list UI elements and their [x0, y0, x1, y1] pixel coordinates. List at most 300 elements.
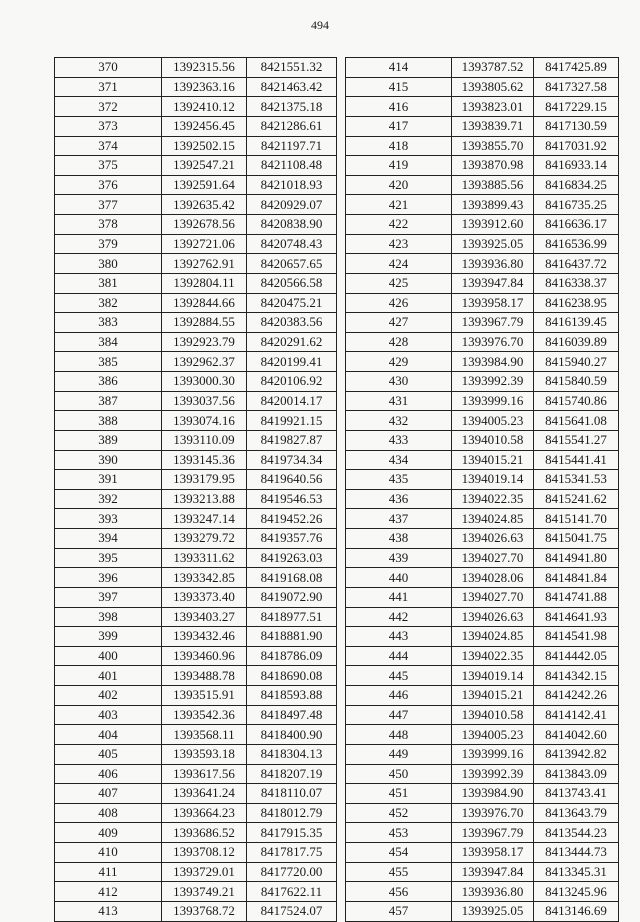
table-row: [346, 58, 619, 78]
y-coordinate-cell: 8420014.17: [247, 391, 337, 411]
x-coordinate-cell: 1392721.06: [162, 234, 247, 254]
y-coordinate-cell: 8420838.90: [247, 215, 337, 235]
point-number-cell: 420: [346, 175, 452, 195]
point-number-cell: 394: [55, 529, 162, 549]
point-number-cell: 389: [55, 430, 162, 450]
y-coordinate-cell: 8421286.61: [247, 116, 337, 136]
table-row: [346, 195, 619, 215]
point-number-cell: 426: [346, 293, 452, 313]
x-coordinate-cell: 1394019.14: [452, 470, 534, 490]
table-row: [55, 901, 337, 921]
table-row: [346, 175, 619, 195]
y-coordinate-cell: 8416933.14: [534, 156, 619, 176]
y-coordinate-cell: 8414641.93: [534, 607, 619, 627]
point-number-cell: 425: [346, 273, 452, 293]
point-number-cell: 391: [55, 470, 162, 490]
table-row: [346, 489, 619, 509]
point-number-cell: 423: [346, 234, 452, 254]
point-number-cell: 407: [55, 784, 162, 804]
point-number-cell: 430: [346, 372, 452, 392]
y-coordinate-cell: 8415441.41: [534, 450, 619, 470]
x-coordinate-cell: 1394019.14: [452, 666, 534, 686]
point-number-cell: 453: [346, 823, 452, 843]
point-number-cell: 401: [55, 666, 162, 686]
x-coordinate-cell: 1392547.21: [162, 156, 247, 176]
table-row: [346, 273, 619, 293]
point-number-cell: 398: [55, 607, 162, 627]
x-coordinate-cell: 1394027.70: [452, 587, 534, 607]
y-coordinate-cell: 8420383.56: [247, 313, 337, 333]
x-coordinate-cell: 1394022.35: [452, 489, 534, 509]
point-number-cell: 370: [55, 58, 162, 78]
point-number-cell: 382: [55, 293, 162, 313]
y-coordinate-cell: 8418593.88: [247, 686, 337, 706]
y-coordinate-cell: 8413444.73: [534, 843, 619, 863]
y-coordinate-cell: 8413544.23: [534, 823, 619, 843]
x-coordinate-cell: 1392678.56: [162, 215, 247, 235]
point-number-cell: 374: [55, 136, 162, 156]
point-number-cell: 454: [346, 843, 452, 863]
table-row: [55, 509, 337, 529]
x-coordinate-cell: 1394022.35: [452, 646, 534, 666]
point-number-cell: 404: [55, 725, 162, 745]
y-coordinate-cell: 8420657.65: [247, 254, 337, 274]
table-row: [55, 548, 337, 568]
table-row: [346, 509, 619, 529]
x-coordinate-cell: 1393179.95: [162, 470, 247, 490]
table-row: [55, 568, 337, 588]
y-coordinate-cell: 8414242.26: [534, 686, 619, 706]
coordinate-table-right: [345, 57, 619, 922]
point-number-cell: 385: [55, 352, 162, 372]
y-coordinate-cell: 8414741.88: [534, 587, 619, 607]
y-coordinate-cell: 8418400.90: [247, 725, 337, 745]
table-row: [55, 136, 337, 156]
table-row: [55, 215, 337, 235]
y-coordinate-cell: 8421375.18: [247, 97, 337, 117]
y-coordinate-cell: 8416735.25: [534, 195, 619, 215]
point-number-cell: 427: [346, 313, 452, 333]
point-number-cell: 436: [346, 489, 452, 509]
x-coordinate-cell: 1393000.30: [162, 372, 247, 392]
table-row: [346, 293, 619, 313]
y-coordinate-cell: 8414541.98: [534, 627, 619, 647]
y-coordinate-cell: 8413245.96: [534, 882, 619, 902]
table-row: [55, 803, 337, 823]
y-coordinate-cell: 8417524.07: [247, 901, 337, 921]
point-number-cell: 435: [346, 470, 452, 490]
table-row: [346, 548, 619, 568]
y-coordinate-cell: 8417622.11: [247, 882, 337, 902]
x-coordinate-cell: 1393515.91: [162, 686, 247, 706]
y-coordinate-cell: 8419546.53: [247, 489, 337, 509]
table-row: [346, 77, 619, 97]
table-row: [346, 391, 619, 411]
y-coordinate-cell: 8421108.48: [247, 156, 337, 176]
y-coordinate-cell: 8420566.58: [247, 273, 337, 293]
table-row: [55, 254, 337, 274]
y-coordinate-cell: 8417425.89: [534, 58, 619, 78]
y-coordinate-cell: 8415541.27: [534, 430, 619, 450]
y-coordinate-cell: 8417031.92: [534, 136, 619, 156]
x-coordinate-cell: 1393641.24: [162, 784, 247, 804]
point-number-cell: 409: [55, 823, 162, 843]
x-coordinate-cell: 1393958.17: [452, 293, 534, 313]
x-coordinate-cell: 1392762.91: [162, 254, 247, 274]
table-row: [346, 97, 619, 117]
y-coordinate-cell: 8414342.15: [534, 666, 619, 686]
x-coordinate-cell: 1393947.84: [452, 862, 534, 882]
point-number-cell: 432: [346, 411, 452, 431]
point-number-cell: 451: [346, 784, 452, 804]
point-number-cell: 395: [55, 548, 162, 568]
point-number-cell: 446: [346, 686, 452, 706]
x-coordinate-cell: 1392884.55: [162, 313, 247, 333]
x-coordinate-cell: 1392315.56: [162, 58, 247, 78]
y-coordinate-cell: 8413942.82: [534, 744, 619, 764]
table-row: [346, 470, 619, 490]
y-coordinate-cell: 8415341.53: [534, 470, 619, 490]
table-row: [55, 411, 337, 431]
y-coordinate-cell: 8415740.86: [534, 391, 619, 411]
point-number-cell: 434: [346, 450, 452, 470]
x-coordinate-cell: 1393885.56: [452, 175, 534, 195]
table-row: [55, 273, 337, 293]
y-coordinate-cell: 8416238.95: [534, 293, 619, 313]
point-number-cell: 397: [55, 587, 162, 607]
x-coordinate-cell: 1393839.71: [452, 116, 534, 136]
x-coordinate-cell: 1394010.58: [452, 705, 534, 725]
table-row: [346, 529, 619, 549]
point-number-cell: 457: [346, 901, 452, 921]
x-coordinate-cell: 1394010.58: [452, 430, 534, 450]
table-row: [55, 666, 337, 686]
x-coordinate-cell: 1394027.70: [452, 548, 534, 568]
table-row: [55, 116, 337, 136]
table-row: [55, 175, 337, 195]
table-row: [346, 764, 619, 784]
y-coordinate-cell: 8415840.59: [534, 372, 619, 392]
table-row: [55, 430, 337, 450]
x-coordinate-cell: 1393488.78: [162, 666, 247, 686]
x-coordinate-cell: 1393855.70: [452, 136, 534, 156]
point-number-cell: 405: [55, 744, 162, 764]
point-number-cell: 440: [346, 568, 452, 588]
x-coordinate-cell: 1393984.90: [452, 784, 534, 804]
x-coordinate-cell: 1393708.12: [162, 843, 247, 863]
table-row: [55, 195, 337, 215]
point-number-cell: 456: [346, 882, 452, 902]
point-number-cell: 455: [346, 862, 452, 882]
point-number-cell: 393: [55, 509, 162, 529]
y-coordinate-cell: 8416636.17: [534, 215, 619, 235]
x-coordinate-cell: 1393912.60: [452, 215, 534, 235]
point-number-cell: 373: [55, 116, 162, 136]
x-coordinate-cell: 1394024.85: [452, 509, 534, 529]
x-coordinate-cell: 1394005.23: [452, 411, 534, 431]
table-row: [346, 784, 619, 804]
y-coordinate-cell: 8413643.79: [534, 803, 619, 823]
table-row: [55, 705, 337, 725]
x-coordinate-cell: 1393213.88: [162, 489, 247, 509]
table-row: [346, 372, 619, 392]
x-coordinate-cell: 1392844.66: [162, 293, 247, 313]
point-number-cell: 408: [55, 803, 162, 823]
y-coordinate-cell: 8413843.09: [534, 764, 619, 784]
point-number-cell: 415: [346, 77, 452, 97]
table-row: [55, 489, 337, 509]
x-coordinate-cell: 1394026.63: [452, 529, 534, 549]
y-coordinate-cell: 8416437.72: [534, 254, 619, 274]
y-coordinate-cell: 8414142.41: [534, 705, 619, 725]
y-coordinate-cell: 8419357.76: [247, 529, 337, 549]
point-number-cell: 375: [55, 156, 162, 176]
table-row: [346, 430, 619, 450]
table-row: [55, 646, 337, 666]
table-row: [346, 254, 619, 274]
table-row: [346, 411, 619, 431]
point-number-cell: 416: [346, 97, 452, 117]
x-coordinate-cell: 1392456.45: [162, 116, 247, 136]
point-number-cell: 411: [55, 862, 162, 882]
x-coordinate-cell: 1394028.06: [452, 568, 534, 588]
x-coordinate-cell: 1393936.80: [452, 254, 534, 274]
point-number-cell: 419: [346, 156, 452, 176]
table-row: [55, 764, 337, 784]
point-number-cell: 444: [346, 646, 452, 666]
point-number-cell: 431: [346, 391, 452, 411]
y-coordinate-cell: 8419452.26: [247, 509, 337, 529]
y-coordinate-cell: 8420475.21: [247, 293, 337, 313]
x-coordinate-cell: 1393999.16: [452, 744, 534, 764]
y-coordinate-cell: 8415940.27: [534, 352, 619, 372]
x-coordinate-cell: 1393568.11: [162, 725, 247, 745]
y-coordinate-cell: 8420199.41: [247, 352, 337, 372]
point-number-cell: 452: [346, 803, 452, 823]
x-coordinate-cell: 1393947.84: [452, 273, 534, 293]
x-coordinate-cell: 1394005.23: [452, 725, 534, 745]
y-coordinate-cell: 8417327.58: [534, 77, 619, 97]
y-coordinate-cell: 8417720.00: [247, 862, 337, 882]
y-coordinate-cell: 8421463.42: [247, 77, 337, 97]
table-row: [55, 529, 337, 549]
table-row: [55, 77, 337, 97]
table-row: [346, 587, 619, 607]
point-number-cell: 429: [346, 352, 452, 372]
x-coordinate-cell: 1393617.56: [162, 764, 247, 784]
table-row: [346, 901, 619, 921]
table-row: [55, 627, 337, 647]
y-coordinate-cell: 8418012.79: [247, 803, 337, 823]
x-coordinate-cell: 1392635.42: [162, 195, 247, 215]
y-coordinate-cell: 8419827.87: [247, 430, 337, 450]
x-coordinate-cell: 1393279.72: [162, 529, 247, 549]
x-coordinate-cell: 1394015.21: [452, 450, 534, 470]
x-coordinate-cell: 1393247.14: [162, 509, 247, 529]
point-number-cell: 428: [346, 332, 452, 352]
x-coordinate-cell: 1393342.85: [162, 568, 247, 588]
x-coordinate-cell: 1393542.36: [162, 705, 247, 725]
table-row: [55, 686, 337, 706]
table-row: [346, 686, 619, 706]
point-number-cell: 417: [346, 116, 452, 136]
point-number-cell: 402: [55, 686, 162, 706]
x-coordinate-cell: 1392962.37: [162, 352, 247, 372]
x-coordinate-cell: 1393664.23: [162, 803, 247, 823]
point-number-cell: 437: [346, 509, 452, 529]
y-coordinate-cell: 8419734.34: [247, 450, 337, 470]
point-number-cell: 403: [55, 705, 162, 725]
table-row: [55, 97, 337, 117]
point-number-cell: 421: [346, 195, 452, 215]
x-coordinate-cell: 1393958.17: [452, 843, 534, 863]
x-coordinate-cell: 1393729.01: [162, 862, 247, 882]
table-row: [346, 116, 619, 136]
table-row: [55, 843, 337, 863]
x-coordinate-cell: 1393992.39: [452, 372, 534, 392]
table-row: [346, 215, 619, 235]
table-row: [55, 882, 337, 902]
y-coordinate-cell: 8421551.32: [247, 58, 337, 78]
x-coordinate-cell: 1393311.62: [162, 548, 247, 568]
x-coordinate-cell: 1392923.79: [162, 332, 247, 352]
y-coordinate-cell: 8417915.35: [247, 823, 337, 843]
point-number-cell: 410: [55, 843, 162, 863]
y-coordinate-cell: 8415241.62: [534, 489, 619, 509]
x-coordinate-cell: 1393074.16: [162, 411, 247, 431]
point-number-cell: 379: [55, 234, 162, 254]
x-coordinate-cell: 1393984.90: [452, 352, 534, 372]
point-number-cell: 439: [346, 548, 452, 568]
table-row: [346, 234, 619, 254]
point-number-cell: 414: [346, 58, 452, 78]
table-row: [346, 823, 619, 843]
y-coordinate-cell: 8421197.71: [247, 136, 337, 156]
point-number-cell: 376: [55, 175, 162, 195]
table-row: [346, 882, 619, 902]
x-coordinate-cell: 1394015.21: [452, 686, 534, 706]
x-coordinate-cell: 1393967.79: [452, 823, 534, 843]
y-coordinate-cell: 8413345.31: [534, 862, 619, 882]
table-row: [55, 234, 337, 254]
point-number-cell: 424: [346, 254, 452, 274]
x-coordinate-cell: 1393460.96: [162, 646, 247, 666]
y-coordinate-cell: 8417229.15: [534, 97, 619, 117]
y-coordinate-cell: 8416536.99: [534, 234, 619, 254]
x-coordinate-cell: 1393870.98: [452, 156, 534, 176]
coordinate-table-left: [54, 57, 337, 922]
point-number-cell: 448: [346, 725, 452, 745]
x-coordinate-cell: 1393145.36: [162, 450, 247, 470]
y-coordinate-cell: 8413146.69: [534, 901, 619, 921]
y-coordinate-cell: 8415141.70: [534, 509, 619, 529]
x-coordinate-cell: 1393999.16: [452, 391, 534, 411]
x-coordinate-cell: 1392363.16: [162, 77, 247, 97]
table-row: [346, 607, 619, 627]
point-number-cell: 399: [55, 627, 162, 647]
y-coordinate-cell: 8414442.05: [534, 646, 619, 666]
x-coordinate-cell: 1392410.12: [162, 97, 247, 117]
x-coordinate-cell: 1393686.52: [162, 823, 247, 843]
table-row: [55, 58, 337, 78]
point-number-cell: 406: [55, 764, 162, 784]
point-number-cell: 383: [55, 313, 162, 333]
table-row: [55, 725, 337, 745]
point-number-cell: 381: [55, 273, 162, 293]
x-coordinate-cell: 1393992.39: [452, 764, 534, 784]
y-coordinate-cell: 8417130.59: [534, 116, 619, 136]
y-coordinate-cell: 8416039.89: [534, 332, 619, 352]
y-coordinate-cell: 8420291.62: [247, 332, 337, 352]
point-number-cell: 422: [346, 215, 452, 235]
point-number-cell: 372: [55, 97, 162, 117]
x-coordinate-cell: 1393403.27: [162, 607, 247, 627]
table-row: [55, 862, 337, 882]
page-number: 494: [311, 18, 329, 32]
y-coordinate-cell: 8418110.07: [247, 784, 337, 804]
x-coordinate-cell: 1393768.72: [162, 901, 247, 921]
x-coordinate-cell: 1392502.15: [162, 136, 247, 156]
point-number-cell: 438: [346, 529, 452, 549]
table-row: [346, 352, 619, 372]
point-number-cell: 392: [55, 489, 162, 509]
y-coordinate-cell: 8418304.13: [247, 744, 337, 764]
y-coordinate-cell: 8418786.09: [247, 646, 337, 666]
table-row: [346, 646, 619, 666]
x-coordinate-cell: 1393976.70: [452, 332, 534, 352]
y-coordinate-cell: 8415041.75: [534, 529, 619, 549]
y-coordinate-cell: 8419168.08: [247, 568, 337, 588]
table-row: [55, 156, 337, 176]
y-coordinate-cell: 8420929.07: [247, 195, 337, 215]
x-coordinate-cell: 1393899.43: [452, 195, 534, 215]
x-coordinate-cell: 1393373.40: [162, 587, 247, 607]
x-coordinate-cell: 1393110.09: [162, 430, 247, 450]
point-number-cell: 377: [55, 195, 162, 215]
x-coordinate-cell: 1392591.64: [162, 175, 247, 195]
y-coordinate-cell: 8418207.19: [247, 764, 337, 784]
table-row: [346, 705, 619, 725]
y-coordinate-cell: 8419263.03: [247, 548, 337, 568]
table-row: [346, 313, 619, 333]
x-coordinate-cell: 1393787.52: [452, 58, 534, 78]
y-coordinate-cell: 8419640.56: [247, 470, 337, 490]
table-row: [346, 136, 619, 156]
table-row: [55, 352, 337, 372]
table-row: [55, 784, 337, 804]
point-number-cell: 447: [346, 705, 452, 725]
x-coordinate-cell: 1393805.62: [452, 77, 534, 97]
table-row: [346, 803, 619, 823]
point-number-cell: 412: [55, 882, 162, 902]
y-coordinate-cell: 8416834.25: [534, 175, 619, 195]
table-row: [346, 862, 619, 882]
y-coordinate-cell: 8420748.43: [247, 234, 337, 254]
table-row: [55, 470, 337, 490]
point-number-cell: 433: [346, 430, 452, 450]
y-coordinate-cell: 8414941.80: [534, 548, 619, 568]
y-coordinate-cell: 8418881.90: [247, 627, 337, 647]
x-coordinate-cell: 1393925.05: [452, 234, 534, 254]
x-coordinate-cell: 1394024.85: [452, 627, 534, 647]
point-number-cell: 418: [346, 136, 452, 156]
y-coordinate-cell: 8417817.75: [247, 843, 337, 863]
table-row: [346, 332, 619, 352]
x-coordinate-cell: 1393593.18: [162, 744, 247, 764]
table-row: [346, 666, 619, 686]
table-row: [346, 627, 619, 647]
y-coordinate-cell: 8416139.45: [534, 313, 619, 333]
